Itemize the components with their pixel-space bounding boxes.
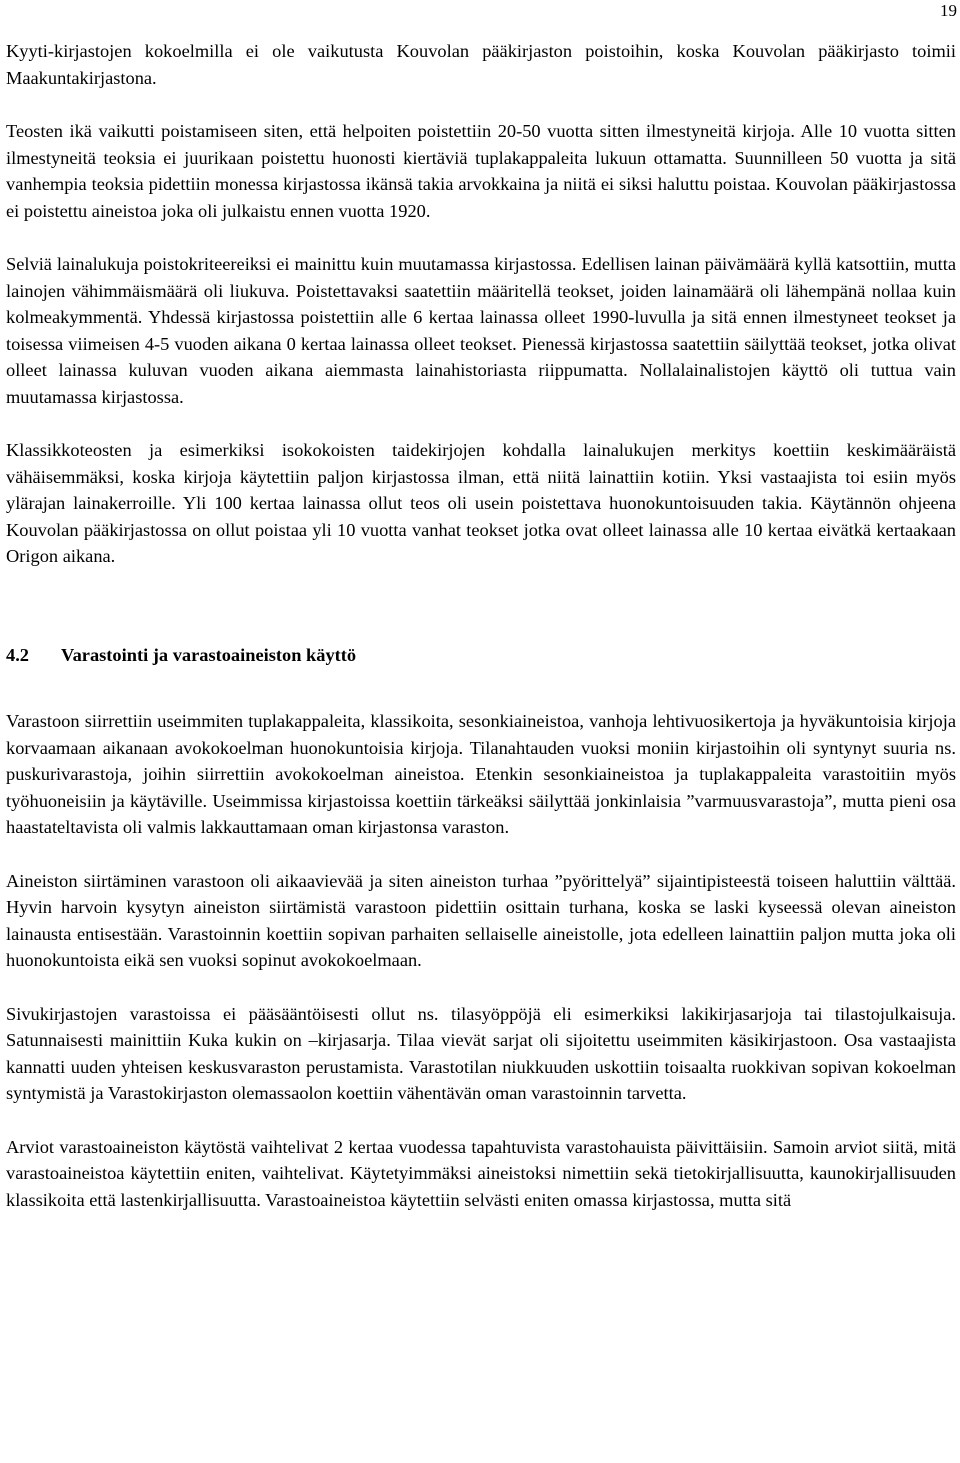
- paragraph-moving-to-storage: Aineiston siirtäminen varastoon oli aikaavievää ja siten aineiston turhaa ”pyörittelyä” sijaintipisteestä toiseen haluttiin välttää. Hyvin harvoin kysytyn aineiston siirtämistä varastoon pidettiin osittain turhana, koska se laski kyseessä olevan aineiston lainausta entisestään. Varastoinnin koettiin sopivan parhaiten sellaiselle aineistolle, jota edelleen lainattiin paljon mutta joka oli huonokuntoista eikä sen vuoksi sopinut avokokoelmaan.: [6, 870, 956, 970]
- paragraph-storage-usage: Arviot varastoaineiston käytöstä vaihtelivat 2 kertaa vuodessa tapahtuvista varastohauista päivittäisiin. Samoin arviot siitä, mitä varastoaineistoa käytettiin eniten, vaihtelivat. Käytetyimmäksi aineistoksi nimettiin sekä tietokirjallisuutta, kaunokirjallisuuden klassikoita että lastenkirjallisuutta. Varastoaineistoa käytettiin selvästi eniten omassa kirjastossa, mutta sitä: [6, 1136, 956, 1210]
- paragraph-branch-storage: Sivukirjastojen varastoissa ei pääsääntöisesti ollut ns. tilasyöppöjä eli esimerkiksi lakikirjasarjoja tai tilastojulkaisuja. Satunnaisesti mainittiin Kuka kukin on –kirjasarja. Tilaa vievät sarjat oli sijoitettu useimmiten käsikirjastoon. Osa vastaajista kannatti uuden yhteisen keskusvaraston perustamista. Varastotilan niukkuuden uskottiin toisaalta ruokkivan sopivan kokoelman syntymistä ja Varastokirjaston olemassaolon koettiin vähentävän oman varastoinnin tarvetta.: [6, 1003, 956, 1103]
- section-heading: [6, 642, 956, 669]
- section-number: 4.2: [6, 644, 29, 665]
- paragraph-kyyti-collections: Kyyti-kirjastojen kokoelmilla ei ole vaikutusta Kouvolan pääkirjaston poistoihin, koska Kouvolan pääkirjasto toimii Maakuntakirjastona.: [6, 41, 956, 88]
- paragraph-storage-contents: Varastoon siirrettiin useimmiten tuplakappaleita, klassikoita, sesonkiaineistoa, vanhoja lehtivuosikertoja ja hyväkuntoisia kirjoja korvaamaan aikanaan avokokoelman huonokuntoisia kirjoja. Tilanahtauden vuoksi moniin kirjastoihin oli syntynyt suuria ns. puskurivarastoja, joihin siirrettiin avokokoelman aineistoa. Etenkin sesonkiaineistoa ja tuplakappaleita varastoitiin myös työhuoneisiin ja käytäville. Useimmissa kirjastoissa koettiin tärkeäksi säilyttää jonkinlaisia ”varmuusvarastoja”, mutta pieni osa haastateltavista oli valmis lakkauttamaan oman kirjastonsa varaston.: [6, 711, 956, 837]
- paragraph-loan-counts: Selviä lainalukuja poistokriteereiksi ei mainittu kuin muutamassa kirjastossa. Edellisen lainan päivämäärä kyllä katsottiin, mutta lainojen vähimmäismäärä oli liukuva. Poistettavaksi saatettiin määritellä teokset, joiden lainamäärä oli lähempänä nollaa kuin kolmeakymmentä. Yhdessä kirjastossa poistettiin alle 6 kertaa lainassa olleet 1990-luvulla ja sitä ennen ilmestyneet teokset ja toisessa viimeisen 4-5 vuoden aikana 0 kertaa lainassa olleet teokset. Pienessä kirjastossa saatettiin säilyttää teokset, jotka olivat olleet lainassa kuluvan vuoden aikana aiemmasta lainahistoriasta riippumatta. Nollalainalistojen käyttö oli tuttua vain muutamassa kirjastossa.: [6, 254, 956, 407]
- document-body: [6, 38, 956, 1213]
- paragraph-classics: Klassikkoteosten ja esimerkiksi isokokoisten taidekirjojen kohdalla lainalukujen merkitys koettiin keskimääräistä vähäisemmäksi, koska kirjoja käytettiin paljon kirjastossa ilman, että niitä lainattiin kotiin. Yksi vastaajista toi esiin myös ylärajan lainakerroille. Yli 100 kertaa lainassa ollut teos oli usein poistettava huonokuntoisuuden takia. Käytännön ohjeena Kouvolan pääkirjastossa on ollut poistaa yli 10 vuotta vanhat teokset jotka ovat olleet lainassa alle 10 kertaa eivätkä kertaakaan Origon aikana.: [6, 440, 956, 566]
- paragraph-age-of-works: Teosten ikä vaikutti poistamiseen siten, että helpoiten poistettiin 20-50 vuotta sitten ilmestyneitä kirjoja. Alle 10 vuotta sitten ilmestyneitä teoksia ei juurikaan poistettu huonosti kiertäviä tuplakappaleita lukuun ottamatta. Suunnilleen 50 vuotta ja sitä vanhempia teoksia pidettiin monessa kirjastossa ikänsä takia arvokkaina ja niitä ei siksi haluttu poistaa. Kouvolan pääkirjastossa ei poistettu aineistoa joka oli julkaistu ennen vuotta 1920.: [6, 121, 956, 221]
- section-title: Varastointi ja varastoaineiston käyttö: [61, 644, 357, 665]
- page-number: 19: [940, 1, 957, 20]
